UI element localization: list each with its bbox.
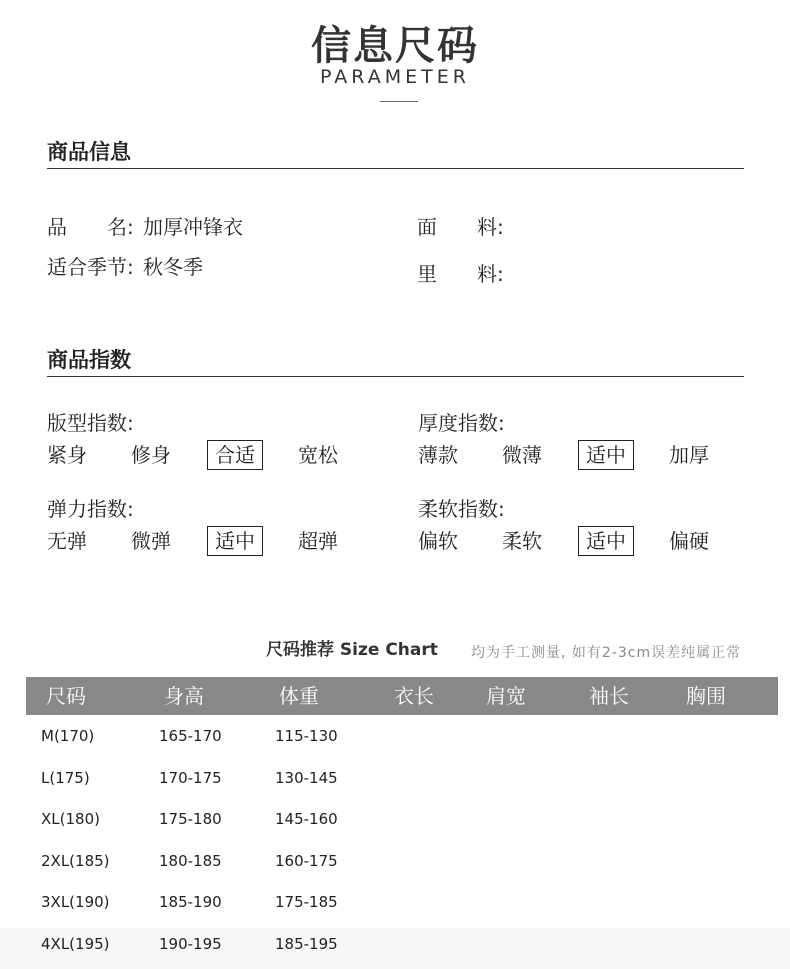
page-subtitle: PARAMETER xyxy=(320,66,470,88)
measurement-note: 均为手工测量, 如有2-3cm误差纯属正常 xyxy=(471,645,742,661)
product-info-divider xyxy=(47,168,744,169)
table-cell: 130-145 xyxy=(275,768,338,787)
elasticity-option: 无弹 xyxy=(47,529,87,553)
table-cell: L(175) xyxy=(41,768,90,787)
table-cell: 2XL(185) xyxy=(41,851,110,870)
season-value: 秋冬季 xyxy=(143,255,203,279)
table-cell: 3XL(190) xyxy=(41,893,110,911)
thickness-option: 加厚 xyxy=(669,443,709,467)
table-cell: XL(180) xyxy=(41,810,100,828)
product-name-label: 品 名: xyxy=(47,215,134,239)
fit-index-label: 版型指数: xyxy=(47,411,134,435)
fit-option-selected: 合适 xyxy=(207,440,263,470)
column-header: 身高 xyxy=(164,684,204,708)
table-cell: 170-175 xyxy=(159,768,222,787)
table-cell: 185-195 xyxy=(275,934,338,953)
column-header: 尺码 xyxy=(46,684,86,708)
table-row-background xyxy=(0,928,790,969)
table-cell: M(170) xyxy=(41,727,95,745)
product-info-heading: 商品信息 xyxy=(47,140,131,164)
table-cell: 160-175 xyxy=(275,851,338,870)
fabric-label: 面 料: xyxy=(417,215,504,239)
thickness-option: 微薄 xyxy=(502,443,542,467)
product-index-divider xyxy=(47,376,744,377)
product-name-value: 加厚冲锋衣 xyxy=(143,215,243,239)
thickness-option: 薄款 xyxy=(418,443,458,467)
table-cell: 175-180 xyxy=(159,810,222,828)
table-cell: 190-195 xyxy=(159,934,222,953)
thickness-option-selected: 适中 xyxy=(578,440,634,470)
table-cell: 165-170 xyxy=(159,727,222,745)
column-header: 肩宽 xyxy=(486,684,526,708)
lining-label: 里 料: xyxy=(417,262,504,286)
softness-option-selected: 适中 xyxy=(578,526,634,556)
softness-option: 柔软 xyxy=(502,529,542,553)
thickness-index-label: 厚度指数: xyxy=(418,411,505,435)
page-title: 信息尺码 xyxy=(311,23,479,69)
elasticity-index-label: 弹力指数: xyxy=(47,497,134,521)
table-cell: 115-130 xyxy=(275,727,338,745)
table-cell: 185-190 xyxy=(159,893,222,911)
elasticity-option: 超弹 xyxy=(298,529,338,553)
column-header: 体重 xyxy=(279,684,319,708)
column-header: 衣长 xyxy=(394,684,434,708)
softness-option: 偏软 xyxy=(418,529,458,553)
elasticity-option-selected: 适中 xyxy=(207,526,263,556)
product-index-heading: 商品指数 xyxy=(47,348,131,372)
table-cell: 175-185 xyxy=(275,893,338,911)
title-divider xyxy=(380,101,418,102)
column-header: 胸围 xyxy=(686,684,726,708)
softness-option: 偏硬 xyxy=(669,529,709,553)
table-cell: 180-185 xyxy=(159,851,222,870)
season-label: 适合季节: xyxy=(47,255,134,279)
fit-option: 紧身 xyxy=(47,443,87,467)
softness-index-label: 柔软指数: xyxy=(418,497,505,521)
fit-option: 修身 xyxy=(131,443,171,467)
elasticity-option: 微弹 xyxy=(131,529,171,553)
size-chart-title: 尺码推荐 Size Chart xyxy=(266,640,438,660)
fit-option: 宽松 xyxy=(298,443,338,467)
table-cell: 145-160 xyxy=(275,810,338,828)
size-table-header xyxy=(26,677,778,715)
column-header: 袖长 xyxy=(589,684,629,708)
table-cell: 4XL(195) xyxy=(41,934,110,953)
